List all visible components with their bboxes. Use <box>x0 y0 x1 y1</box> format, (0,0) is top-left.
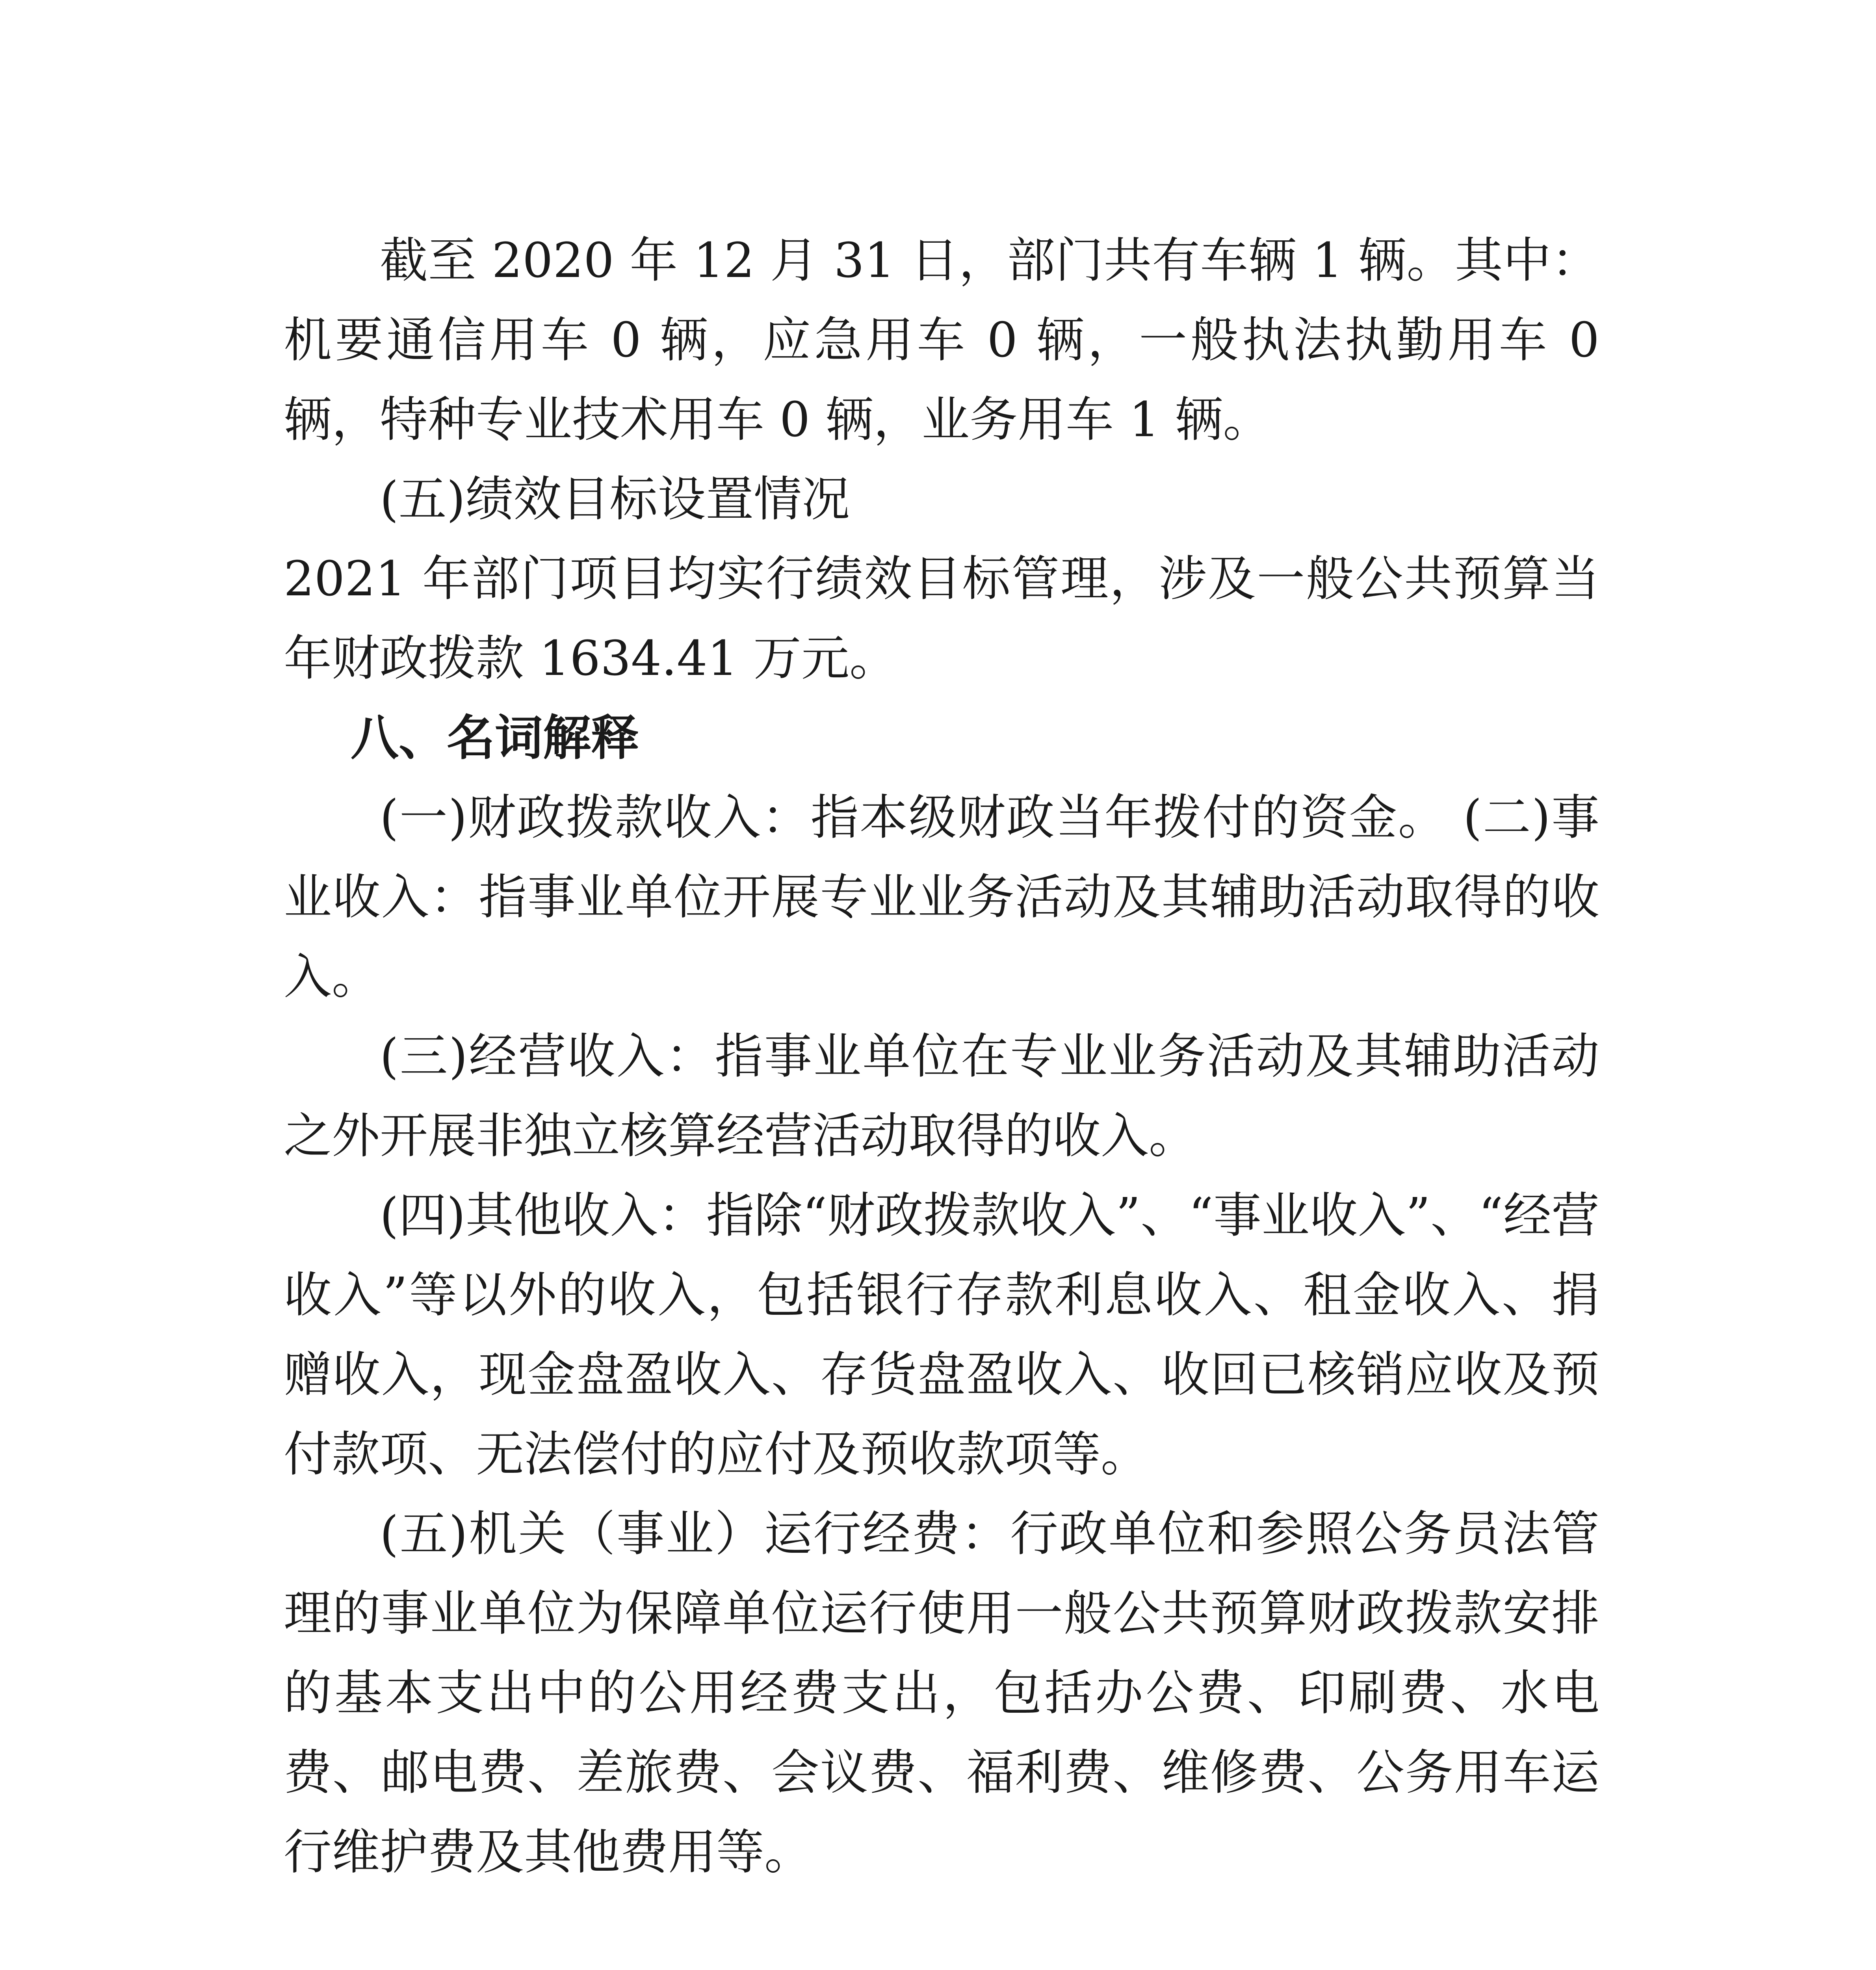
section-heading: 八、名词解释 <box>351 710 639 766</box>
term-operating-expenses: (五)机关（事业）运行经费：行政单位和参照公务员法管理的事业单位为保障单位运行使用一般公共预算财政拨款安排的基本支出中的公用经费支出，包括办公费、印刷费、水电费、邮电费、差旅费、会议费、福利费、维修费、公务用车运行维护费及其他费用等。 <box>284 1506 1599 1880</box>
vehicles-paragraph: 截至 2020 年 12 月 31 日，部门共有车辆 1 辆。其中：机要通信用车 0 辆，应急用车 0 辆，一般执法执勤用车 0 辆，特种专业技术用车 0 辆，业务用车 1 辆。 <box>284 232 1599 448</box>
term-fiscal-and-business-income: (一)财政拨款收入：指本级财政当年拨付的资金。 (二)事业收入：指事业单位开展专业业务活动及其辅助活动取得的收入。 <box>284 790 1599 1005</box>
document-body <box>284 221 1599 1892</box>
performance-goals-title: (五)绩效目标设置情况 <box>380 471 850 527</box>
term-other-income: (四)其他收入：指除“财政拨款收入”、“事业收入”、“经营收入”等以外的收入，包括银行存款利息收入、租金收入、捐赠收入，现金盘盈收入、存货盘盈收入、收回已核销应收及预付款项、无法偿付的应付及预收款项等。 <box>284 1188 1599 1482</box>
performance-goals-paragraph: 2021 年部门项目均实行绩效目标管理，涉及一般公共预算当年财政拨款 1634.41 万元。 <box>284 551 1599 686</box>
term-operating-income: (三)经营收入：指事业单位在专业业务活动及其辅助活动之外开展非独立核算经营活动取得的收入。 <box>284 1028 1599 1164</box>
